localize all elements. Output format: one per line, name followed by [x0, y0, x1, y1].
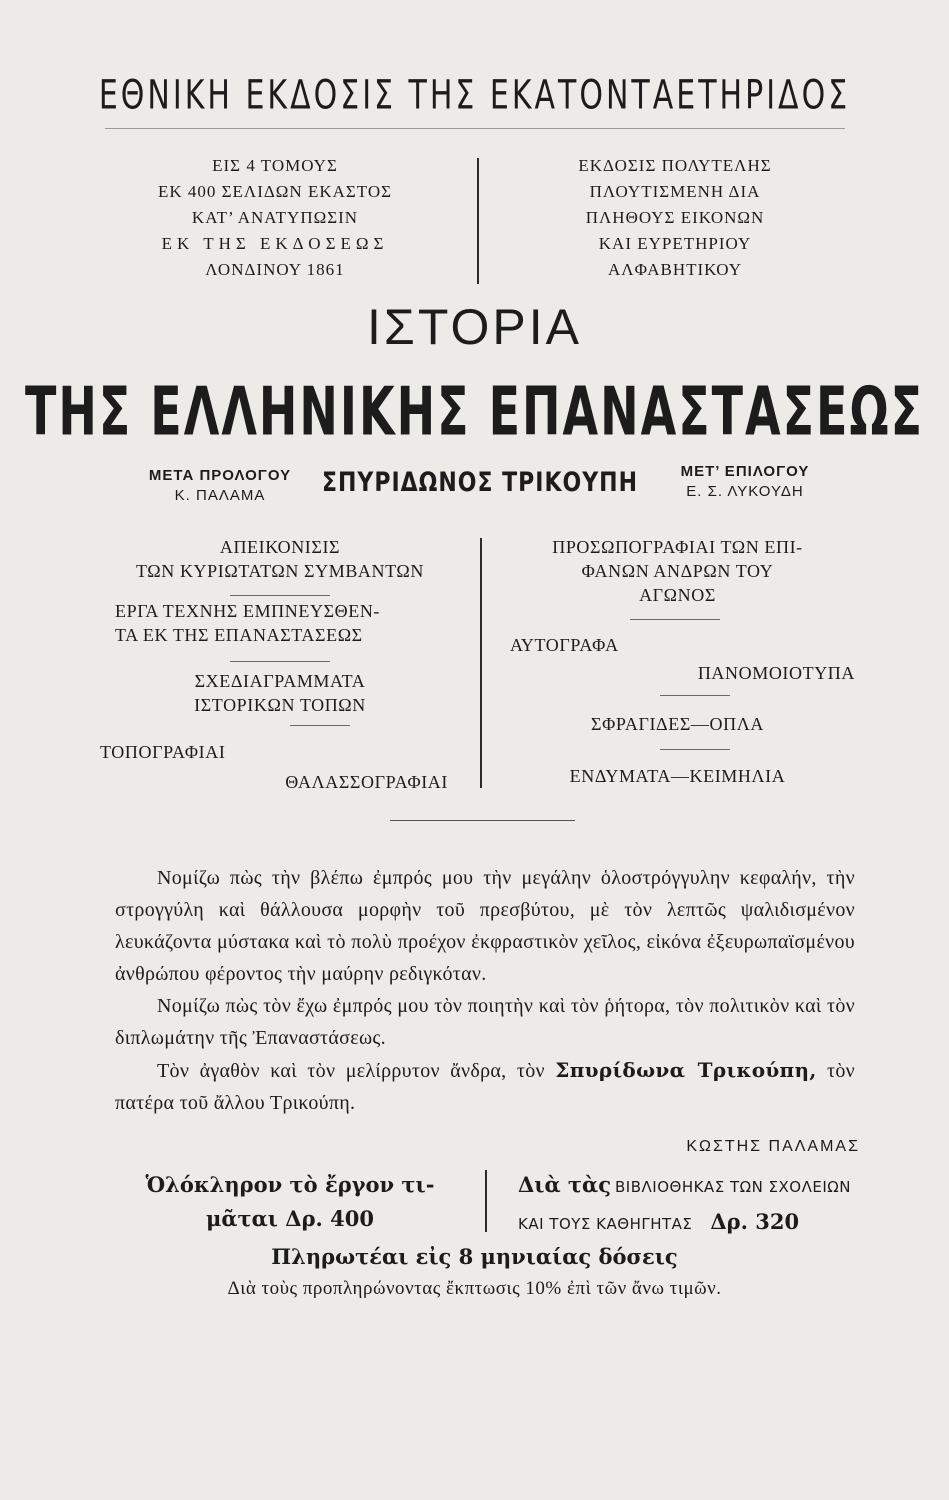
- title-line-2: ΤΗΣ ΕΛΛΗΝΙΚΗΣ ΕΠΑΝΑΣΤΑΣΕΩΣ: [24, 372, 925, 451]
- prologue-quote: [115, 862, 855, 1119]
- price-full-line: Ὁλόκληρον τὸ ἔργον τι-: [145, 1172, 435, 1197]
- list-item-line: ΑΥΤΟΓΡΑΦΑ: [510, 635, 619, 655]
- header-rule: [105, 128, 845, 129]
- item-divider: [660, 749, 730, 750]
- quote-text: Τὸν ἀγαθὸν καὶ τὸν μελίρρυτον ἄνδρα, τὸν: [157, 1060, 556, 1082]
- list-item-line: ΣΧΕΔΙΑΓΡΑΜΜΑΤΑ: [194, 671, 366, 691]
- quote-text: τὸν πατέρα τοῦ ἄλλου Τρικούπη.: [115, 1060, 855, 1114]
- quote-paragraph: Νομίζω πὼς τὴν βλέπω ἐμπρός μου τὴν μεγάλην ὁλοστρόγγυλην κεφαλήν, τὴν στρογγύλη καὶ θάλλουσα μορφὴν τοῦ πρεσβύτου, μὲ τὸν λεπτῶς ψαλιδισμένον λευκάζοντα μύστακα καὶ τὸ πολὺ προέχον ἐκφραστικὸν χεῖλος, εἰκόνα ἐξευρωπαϊσμένου ἀνθρώπου φέροντος τὴν μαύρην ρεδιγκόταν.: [115, 867, 855, 985]
- column-divider-top: [477, 158, 479, 284]
- price-schools-caps: ΒΙΒΛΙΟΘΗΚΑΣ ΤΩΝ ΣΧΟΛΕΙΩΝ: [615, 1178, 851, 1196]
- list-item: ΕΝΔΥΜΑΤΑ—ΚΕΙΜΗΛΙΑ: [569, 766, 786, 786]
- installments: Πληρωτέαι εἰς 8 μηνιαίας δόσεις: [271, 1244, 678, 1269]
- edition-line: ΑΛΦΑΒΗΤΙΚΟΥ: [608, 260, 742, 279]
- section-rule: [390, 820, 575, 821]
- column-divider-contents: [480, 538, 482, 788]
- price-full: [115, 1168, 465, 1236]
- edition-line: ΕΙΣ 4 ΤΟΜΟΥΣ: [212, 156, 338, 175]
- edition-details-right: [510, 153, 840, 283]
- list-item-line: ΑΠΕΙΚΟΝΙΣΙΣ: [219, 537, 341, 557]
- prologue-credit: [130, 466, 310, 506]
- price-schools-line: [518, 1168, 863, 1205]
- list-item-line: ΤΟΠΟΓΡΑΦΙΑΙ: [100, 742, 226, 762]
- quote-paragraph: Νομίζω πὼς τὸν ἔχω ἐμπρός μου τὸν ποιητὴν καὶ τὸν ῥήτορα, τὸν πολιτικὸν καὶ τὸν διπλωμάτην τῆς Ἐπαναστάσεως.: [115, 995, 855, 1049]
- discount-note: Διὰ τοὺς προπληρώνοντας ἔκπτωσις 10% ἐπὶ τῶν ἄνω τιμῶν.: [227, 1278, 722, 1299]
- list-item: [510, 633, 855, 685]
- contents-left: [100, 535, 460, 795]
- edition-line: ΠΛΗΘΟΥΣ ΕΙΚΟΝΩΝ: [585, 208, 765, 227]
- contents-right: [510, 535, 855, 795]
- prologue-author: Κ. ΠΑΛΑΜΑ: [174, 487, 266, 504]
- list-item-line: ΠΡΟΣΩΠΟΓΡΑΦΙΑΙ ΤΩΝ ΕΠΙ-: [552, 537, 803, 557]
- edition-line: ΕΚ ΤΗΣ ΕΚΔΟΣΕΩΣ: [161, 234, 389, 253]
- epilogue-label: ΜΕΤ’ ΕΠΙΛΟΓΟΥ: [680, 463, 810, 480]
- edition-line: ΚΑΤ’ ΑΝΑΤΥΠΩΣΙΝ: [191, 208, 359, 227]
- item-divider: [230, 595, 330, 596]
- item-divider: [660, 695, 730, 696]
- list-item-line: ΠΑΝΟΜΟΙΟΤΥΠΑ: [697, 663, 855, 683]
- quote-name: Σπυρίδωνα Τρικούπη,: [555, 1058, 817, 1082]
- edition-line: ΕΚΔΟΣΙΣ ΠΟΛΥΤΕΛΗΣ: [578, 156, 772, 175]
- edition-details-left: [110, 153, 440, 283]
- item-divider: [630, 619, 720, 620]
- list-item-line: ΤΑ ΕΚ ΤΗΣ ΕΠΑΝΑΣΤΑΣΕΩΣ: [115, 625, 363, 645]
- list-item-line: ΘΑΛΑΣΣΟΓΡΑΦΙΑΙ: [285, 772, 448, 792]
- item-divider: [290, 725, 350, 726]
- quote-paragraph: [115, 1054, 855, 1119]
- list-item-line: ΦΑΝΩΝ ΑΝΔΡΩΝ ΤΟΥ: [581, 561, 774, 581]
- item-divider: [230, 661, 330, 662]
- list-item: [115, 599, 460, 647]
- list-item: [100, 740, 460, 794]
- list-item-line: ΕΡΓΑ ΤΕΧΝΗΣ ΕΜΠΝΕΥΣΘΕΝ-: [115, 601, 381, 621]
- prologue-label: ΜΕΤΑ ΠΡΟΛΟΓΟΥ: [148, 467, 292, 484]
- price-schools-line: [518, 1205, 863, 1242]
- price-schools-amount: Δρ. 320: [710, 1209, 800, 1234]
- title-line-1: ΙΣΤΟΡΙΑ: [367, 299, 582, 355]
- edition-line: ΕΚ 400 ΣΕΛΙΔΩΝ ΕΚΑΣΤΟΣ: [157, 182, 393, 201]
- list-item: ΣΦΡΑΓΙΔΕΣ—ΟΠΛΑ: [591, 714, 764, 734]
- edition-line: ΠΛΟΥΤΙΣΜΕΝΗ ΔΙΑ: [589, 182, 761, 201]
- price-schools-caps: ΚΑΙ ΤΟΥΣ ΚΑΘΗΓΗΤΑΣ: [518, 1215, 693, 1233]
- price-schools-prefix: Διὰ τὰς: [518, 1172, 612, 1197]
- list-item-line: ΙΣΤΟΡΙΚΩΝ ΤΟΠΩΝ: [194, 695, 366, 715]
- epilogue-credit: [660, 462, 830, 502]
- epilogue-author: Ε. Σ. ΛΥΚΟΥΔΗ: [686, 483, 804, 500]
- list-item: [100, 669, 460, 717]
- list-item-line: ΤΩΝ ΚΥΡΙΩΤΑΤΩΝ ΣΥΜΒΑΝΤΩΝ: [136, 561, 424, 581]
- price-divider: [485, 1170, 487, 1232]
- author-name: ΣΠΥΡΙΔΩΝΟΣ ΤΡΙΚΟΥΠΗ: [321, 468, 639, 498]
- list-item-line: ΑΓΩΝΟΣ: [639, 585, 716, 605]
- list-item: [100, 535, 460, 583]
- list-item: [510, 535, 845, 607]
- price-schools: [518, 1168, 863, 1242]
- edition-line: ΚΑΙ ΕΥΡΕΤΗΡΙΟΥ: [598, 234, 752, 253]
- quote-signature: ΚΩΣΤΗΣ ΠΑΛΑΜΑΣ: [686, 1138, 860, 1155]
- series-title: ΕΘΝΙΚΗ ΕΚΔΟΣΙΣ ΤΗΣ ΕΚΑΤΟΝΤΑΕΤΗΡΙΔΟΣ: [98, 72, 851, 120]
- edition-line: ΛΟΝΔΙΝΟΥ 1861: [205, 260, 345, 279]
- price-full-line: μᾶται Δρ. 400: [205, 1206, 374, 1231]
